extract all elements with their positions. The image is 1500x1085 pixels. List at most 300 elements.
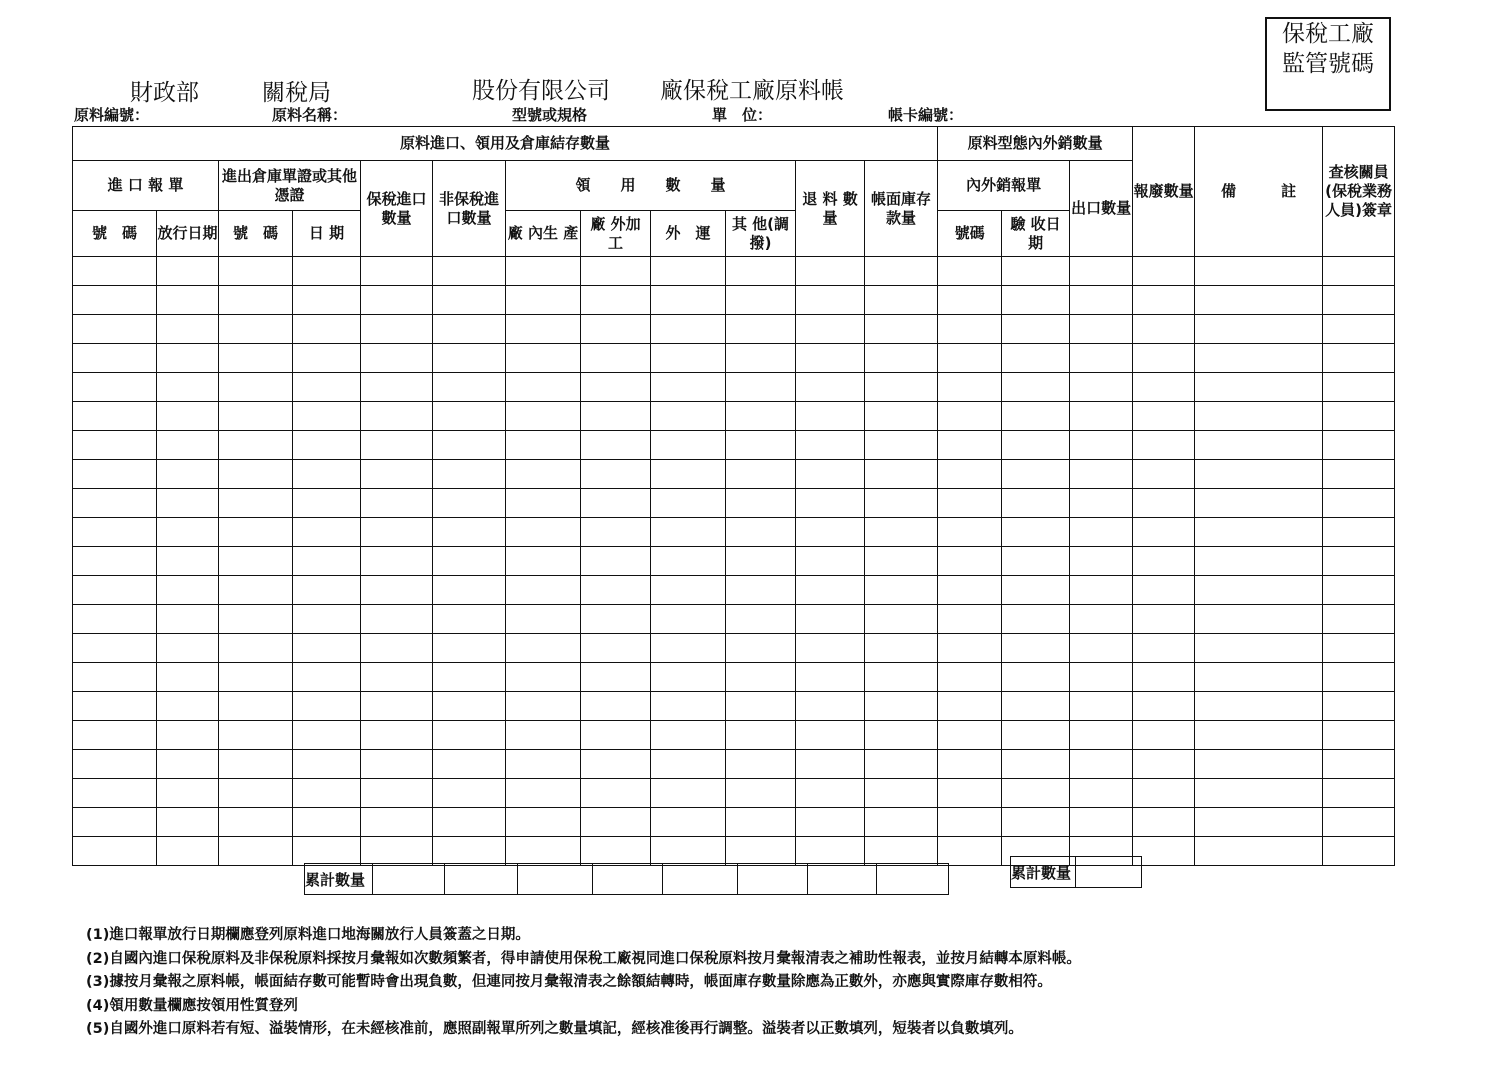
table-cell[interactable] bbox=[506, 489, 581, 518]
table-cell[interactable] bbox=[157, 779, 219, 808]
table-cell[interactable] bbox=[726, 837, 796, 866]
table-cell[interactable] bbox=[1133, 779, 1195, 808]
table-cell[interactable] bbox=[433, 779, 506, 808]
table-cell[interactable] bbox=[1133, 576, 1195, 605]
table-cell[interactable] bbox=[1002, 576, 1070, 605]
table-cell[interactable] bbox=[938, 808, 1002, 837]
table-cell[interactable] bbox=[1002, 634, 1070, 663]
table-cell[interactable] bbox=[506, 257, 581, 286]
table-cell[interactable] bbox=[361, 402, 433, 431]
table-cell[interactable] bbox=[651, 547, 726, 576]
table-cell[interactable] bbox=[581, 402, 651, 431]
table-cell[interactable] bbox=[361, 750, 433, 779]
table-cell[interactable] bbox=[938, 576, 1002, 605]
table-cell[interactable] bbox=[361, 547, 433, 576]
table-cell[interactable] bbox=[865, 315, 938, 344]
table-cell[interactable] bbox=[293, 576, 361, 605]
table-cell[interactable] bbox=[73, 663, 157, 692]
table-cell[interactable] bbox=[938, 286, 1002, 315]
totals-cell[interactable] bbox=[663, 864, 738, 895]
table-cell[interactable] bbox=[293, 257, 361, 286]
table-cell[interactable] bbox=[73, 750, 157, 779]
table-cell[interactable] bbox=[361, 663, 433, 692]
table-cell[interactable] bbox=[219, 373, 293, 402]
table-cell[interactable] bbox=[726, 460, 796, 489]
table-cell[interactable] bbox=[865, 750, 938, 779]
table-cell[interactable] bbox=[293, 344, 361, 373]
table-cell[interactable] bbox=[581, 605, 651, 634]
table-cell[interactable] bbox=[1070, 373, 1133, 402]
table-cell[interactable] bbox=[865, 431, 938, 460]
table-cell[interactable] bbox=[506, 518, 581, 547]
table-cell[interactable] bbox=[73, 373, 157, 402]
table-cell[interactable] bbox=[651, 721, 726, 750]
table-cell[interactable] bbox=[1323, 779, 1395, 808]
table-cell[interactable] bbox=[1133, 750, 1195, 779]
table-cell[interactable] bbox=[1133, 344, 1195, 373]
table-cell[interactable] bbox=[1195, 750, 1323, 779]
table-cell[interactable] bbox=[361, 286, 433, 315]
table-cell[interactable] bbox=[581, 808, 651, 837]
totals-cell[interactable] bbox=[445, 864, 518, 895]
table-cell[interactable] bbox=[1195, 373, 1323, 402]
table-cell[interactable] bbox=[796, 373, 865, 402]
table-cell[interactable] bbox=[865, 257, 938, 286]
table-cell[interactable] bbox=[361, 373, 433, 402]
table-cell[interactable] bbox=[219, 431, 293, 460]
table-cell[interactable] bbox=[938, 750, 1002, 779]
table-cell[interactable] bbox=[1195, 576, 1323, 605]
table-cell[interactable] bbox=[219, 605, 293, 634]
table-cell[interactable] bbox=[219, 344, 293, 373]
table-cell[interactable] bbox=[506, 547, 581, 576]
table-cell[interactable] bbox=[581, 315, 651, 344]
table-cell[interactable] bbox=[73, 547, 157, 576]
table-cell[interactable] bbox=[1323, 286, 1395, 315]
table-cell[interactable] bbox=[796, 576, 865, 605]
table-cell[interactable] bbox=[73, 779, 157, 808]
table-cell[interactable] bbox=[651, 518, 726, 547]
table-cell[interactable] bbox=[293, 605, 361, 634]
table-cell[interactable] bbox=[219, 315, 293, 344]
table-cell[interactable] bbox=[506, 750, 581, 779]
table-cell[interactable] bbox=[219, 286, 293, 315]
table-cell[interactable] bbox=[1002, 460, 1070, 489]
table-cell[interactable] bbox=[361, 257, 433, 286]
table-cell[interactable] bbox=[1133, 286, 1195, 315]
table-cell[interactable] bbox=[506, 373, 581, 402]
table-cell[interactable] bbox=[1070, 779, 1133, 808]
table-cell[interactable] bbox=[796, 692, 865, 721]
table-cell[interactable] bbox=[361, 779, 433, 808]
table-cell[interactable] bbox=[1070, 518, 1133, 547]
table-cell[interactable] bbox=[651, 692, 726, 721]
table-cell[interactable] bbox=[293, 402, 361, 431]
table-cell[interactable] bbox=[1133, 402, 1195, 431]
table-cell[interactable] bbox=[433, 489, 506, 518]
table-cell[interactable] bbox=[726, 779, 796, 808]
table-cell[interactable] bbox=[1195, 721, 1323, 750]
table-cell[interactable] bbox=[1133, 663, 1195, 692]
table-cell[interactable] bbox=[73, 837, 157, 866]
table-cell[interactable] bbox=[938, 460, 1002, 489]
table-cell[interactable] bbox=[219, 518, 293, 547]
table-cell[interactable] bbox=[293, 663, 361, 692]
table-cell[interactable] bbox=[865, 373, 938, 402]
table-cell[interactable] bbox=[865, 518, 938, 547]
table-cell[interactable] bbox=[796, 257, 865, 286]
table-cell[interactable] bbox=[293, 721, 361, 750]
table-cell[interactable] bbox=[796, 315, 865, 344]
table-cell[interactable] bbox=[796, 460, 865, 489]
table-cell[interactable] bbox=[506, 315, 581, 344]
table-cell[interactable] bbox=[581, 431, 651, 460]
table-cell[interactable] bbox=[581, 286, 651, 315]
table-cell[interactable] bbox=[796, 402, 865, 431]
table-cell[interactable] bbox=[1133, 547, 1195, 576]
table-cell[interactable] bbox=[219, 808, 293, 837]
table-cell[interactable] bbox=[1323, 721, 1395, 750]
table-cell[interactable] bbox=[73, 634, 157, 663]
table-cell[interactable] bbox=[651, 460, 726, 489]
table-cell[interactable] bbox=[865, 634, 938, 663]
table-cell[interactable] bbox=[1323, 692, 1395, 721]
table-cell[interactable] bbox=[581, 634, 651, 663]
table-cell[interactable] bbox=[1002, 315, 1070, 344]
table-cell[interactable] bbox=[506, 779, 581, 808]
table-cell[interactable] bbox=[157, 692, 219, 721]
table-cell[interactable] bbox=[219, 489, 293, 518]
table-cell[interactable] bbox=[361, 808, 433, 837]
table-cell[interactable] bbox=[938, 373, 1002, 402]
table-cell[interactable] bbox=[1133, 634, 1195, 663]
table-cell[interactable] bbox=[1323, 605, 1395, 634]
table-cell[interactable] bbox=[157, 373, 219, 402]
table-cell[interactable] bbox=[796, 837, 865, 866]
table-cell[interactable] bbox=[433, 373, 506, 402]
table-cell[interactable] bbox=[433, 605, 506, 634]
table-cell[interactable] bbox=[651, 402, 726, 431]
table-cell[interactable] bbox=[726, 750, 796, 779]
table-cell[interactable] bbox=[796, 750, 865, 779]
table-cell[interactable] bbox=[293, 750, 361, 779]
table-cell[interactable] bbox=[157, 286, 219, 315]
table-cell[interactable] bbox=[293, 518, 361, 547]
table-cell[interactable] bbox=[73, 605, 157, 634]
table-cell[interactable] bbox=[651, 576, 726, 605]
table-cell[interactable] bbox=[219, 779, 293, 808]
table-cell[interactable] bbox=[433, 402, 506, 431]
table-cell[interactable] bbox=[157, 576, 219, 605]
table-cell[interactable] bbox=[1002, 750, 1070, 779]
table-cell[interactable] bbox=[157, 721, 219, 750]
table-cell[interactable] bbox=[1002, 692, 1070, 721]
table-cell[interactable] bbox=[361, 692, 433, 721]
table-cell[interactable] bbox=[506, 837, 581, 866]
table-cell[interactable] bbox=[157, 257, 219, 286]
table-cell[interactable] bbox=[1195, 518, 1323, 547]
table-cell[interactable] bbox=[938, 721, 1002, 750]
table-cell[interactable] bbox=[157, 315, 219, 344]
table-cell[interactable] bbox=[219, 576, 293, 605]
table-cell[interactable] bbox=[73, 315, 157, 344]
table-cell[interactable] bbox=[157, 605, 219, 634]
table-cell[interactable] bbox=[73, 808, 157, 837]
table-cell[interactable] bbox=[157, 808, 219, 837]
table-cell[interactable] bbox=[1195, 315, 1323, 344]
table-cell[interactable] bbox=[1195, 779, 1323, 808]
table-cell[interactable] bbox=[865, 286, 938, 315]
table-cell[interactable] bbox=[581, 344, 651, 373]
table-cell[interactable] bbox=[796, 489, 865, 518]
table-cell[interactable] bbox=[1002, 779, 1070, 808]
table-cell[interactable] bbox=[157, 837, 219, 866]
table-cell[interactable] bbox=[361, 315, 433, 344]
table-cell[interactable] bbox=[1070, 547, 1133, 576]
table-cell[interactable] bbox=[651, 808, 726, 837]
table-cell[interactable] bbox=[433, 837, 506, 866]
table-cell[interactable] bbox=[433, 431, 506, 460]
totals-cell[interactable] bbox=[1076, 857, 1142, 888]
table-cell[interactable] bbox=[1323, 576, 1395, 605]
table-cell[interactable] bbox=[651, 257, 726, 286]
table-cell[interactable] bbox=[581, 837, 651, 866]
table-cell[interactable] bbox=[1133, 721, 1195, 750]
table-cell[interactable] bbox=[433, 286, 506, 315]
table-cell[interactable] bbox=[1133, 460, 1195, 489]
table-cell[interactable] bbox=[73, 489, 157, 518]
table-cell[interactable] bbox=[865, 779, 938, 808]
table-cell[interactable] bbox=[1002, 605, 1070, 634]
table-cell[interactable] bbox=[1002, 518, 1070, 547]
table-cell[interactable] bbox=[1195, 634, 1323, 663]
table-cell[interactable] bbox=[1133, 315, 1195, 344]
table-cell[interactable] bbox=[1195, 431, 1323, 460]
table-cell[interactable] bbox=[726, 344, 796, 373]
table-cell[interactable] bbox=[938, 634, 1002, 663]
table-cell[interactable] bbox=[506, 344, 581, 373]
table-cell[interactable] bbox=[157, 402, 219, 431]
table-cell[interactable] bbox=[219, 692, 293, 721]
table-cell[interactable] bbox=[1323, 460, 1395, 489]
table-cell[interactable] bbox=[293, 373, 361, 402]
table-cell[interactable] bbox=[73, 402, 157, 431]
table-cell[interactable] bbox=[1195, 547, 1323, 576]
table-cell[interactable] bbox=[73, 460, 157, 489]
table-cell[interactable] bbox=[1195, 257, 1323, 286]
table-cell[interactable] bbox=[865, 402, 938, 431]
table-cell[interactable] bbox=[1195, 344, 1323, 373]
table-cell[interactable] bbox=[361, 576, 433, 605]
table-cell[interactable] bbox=[1002, 431, 1070, 460]
table-cell[interactable] bbox=[938, 315, 1002, 344]
table-cell[interactable] bbox=[219, 547, 293, 576]
table-cell[interactable] bbox=[938, 518, 1002, 547]
table-cell[interactable] bbox=[581, 257, 651, 286]
table-cell[interactable] bbox=[726, 315, 796, 344]
table-cell[interactable] bbox=[1070, 402, 1133, 431]
table-cell[interactable] bbox=[219, 460, 293, 489]
table-cell[interactable] bbox=[796, 547, 865, 576]
table-cell[interactable] bbox=[865, 489, 938, 518]
table-cell[interactable] bbox=[433, 808, 506, 837]
table-cell[interactable] bbox=[651, 315, 726, 344]
table-cell[interactable] bbox=[796, 779, 865, 808]
table-cell[interactable] bbox=[1070, 431, 1133, 460]
table-cell[interactable] bbox=[1002, 373, 1070, 402]
table-cell[interactable] bbox=[1195, 402, 1323, 431]
table-cell[interactable] bbox=[796, 808, 865, 837]
table-cell[interactable] bbox=[219, 663, 293, 692]
table-cell[interactable] bbox=[938, 663, 1002, 692]
table-cell[interactable] bbox=[865, 460, 938, 489]
table-cell[interactable] bbox=[1323, 518, 1395, 547]
table-cell[interactable] bbox=[651, 634, 726, 663]
table-cell[interactable] bbox=[865, 576, 938, 605]
table-cell[interactable] bbox=[796, 431, 865, 460]
table-cell[interactable] bbox=[157, 547, 219, 576]
table-cell[interactable] bbox=[506, 431, 581, 460]
table-cell[interactable] bbox=[219, 634, 293, 663]
totals-cell[interactable] bbox=[373, 864, 445, 895]
table-cell[interactable] bbox=[726, 634, 796, 663]
table-cell[interactable] bbox=[433, 663, 506, 692]
table-cell[interactable] bbox=[157, 634, 219, 663]
table-cell[interactable] bbox=[73, 692, 157, 721]
table-cell[interactable] bbox=[1195, 663, 1323, 692]
table-cell[interactable] bbox=[73, 576, 157, 605]
table-cell[interactable] bbox=[1070, 750, 1133, 779]
table-cell[interactable] bbox=[651, 779, 726, 808]
table-cell[interactable] bbox=[726, 431, 796, 460]
table-cell[interactable] bbox=[865, 344, 938, 373]
table-cell[interactable] bbox=[433, 344, 506, 373]
table-cell[interactable] bbox=[938, 344, 1002, 373]
table-cell[interactable] bbox=[1323, 402, 1395, 431]
table-cell[interactable] bbox=[726, 489, 796, 518]
table-cell[interactable] bbox=[938, 547, 1002, 576]
table-cell[interactable] bbox=[433, 315, 506, 344]
table-cell[interactable] bbox=[73, 721, 157, 750]
table-cell[interactable] bbox=[219, 402, 293, 431]
table-cell[interactable] bbox=[433, 257, 506, 286]
table-cell[interactable] bbox=[361, 460, 433, 489]
table-cell[interactable] bbox=[1323, 257, 1395, 286]
table-cell[interactable] bbox=[1323, 344, 1395, 373]
table-cell[interactable] bbox=[1002, 547, 1070, 576]
table-cell[interactable] bbox=[1323, 837, 1395, 866]
table-cell[interactable] bbox=[506, 286, 581, 315]
table-cell[interactable] bbox=[506, 692, 581, 721]
table-cell[interactable] bbox=[1133, 808, 1195, 837]
table-cell[interactable] bbox=[157, 344, 219, 373]
table-cell[interactable] bbox=[506, 402, 581, 431]
table-cell[interactable] bbox=[157, 518, 219, 547]
table-cell[interactable] bbox=[1002, 344, 1070, 373]
table-cell[interactable] bbox=[1323, 634, 1395, 663]
table-cell[interactable] bbox=[219, 750, 293, 779]
table-cell[interactable] bbox=[651, 489, 726, 518]
table-cell[interactable] bbox=[726, 402, 796, 431]
table-cell[interactable] bbox=[796, 344, 865, 373]
table-cell[interactable] bbox=[506, 808, 581, 837]
totals-cell[interactable] bbox=[877, 864, 949, 895]
table-cell[interactable] bbox=[726, 808, 796, 837]
table-cell[interactable] bbox=[1133, 431, 1195, 460]
table-cell[interactable] bbox=[157, 663, 219, 692]
table-cell[interactable] bbox=[865, 692, 938, 721]
table-cell[interactable] bbox=[581, 721, 651, 750]
table-cell[interactable] bbox=[651, 605, 726, 634]
table-cell[interactable] bbox=[581, 663, 651, 692]
table-cell[interactable] bbox=[361, 489, 433, 518]
table-cell[interactable] bbox=[1133, 489, 1195, 518]
table-cell[interactable] bbox=[1070, 692, 1133, 721]
table-cell[interactable] bbox=[433, 721, 506, 750]
table-cell[interactable] bbox=[726, 576, 796, 605]
table-cell[interactable] bbox=[726, 721, 796, 750]
table-cell[interactable] bbox=[651, 344, 726, 373]
table-cell[interactable] bbox=[293, 489, 361, 518]
table-cell[interactable] bbox=[651, 837, 726, 866]
table-cell[interactable] bbox=[219, 257, 293, 286]
table-cell[interactable] bbox=[361, 344, 433, 373]
table-cell[interactable] bbox=[1002, 721, 1070, 750]
table-cell[interactable] bbox=[73, 257, 157, 286]
table-cell[interactable] bbox=[1323, 750, 1395, 779]
table-cell[interactable] bbox=[651, 750, 726, 779]
table-cell[interactable] bbox=[726, 286, 796, 315]
table-cell[interactable] bbox=[1323, 431, 1395, 460]
table-cell[interactable] bbox=[651, 431, 726, 460]
table-cell[interactable] bbox=[726, 663, 796, 692]
table-cell[interactable] bbox=[1323, 373, 1395, 402]
table-cell[interactable] bbox=[506, 605, 581, 634]
table-cell[interactable] bbox=[726, 257, 796, 286]
table-cell[interactable] bbox=[1133, 373, 1195, 402]
table-cell[interactable] bbox=[293, 837, 361, 866]
table-cell[interactable] bbox=[293, 315, 361, 344]
table-cell[interactable] bbox=[938, 692, 1002, 721]
table-cell[interactable] bbox=[1002, 257, 1070, 286]
table-cell[interactable] bbox=[1070, 315, 1133, 344]
table-cell[interactable] bbox=[293, 286, 361, 315]
table-cell[interactable] bbox=[938, 402, 1002, 431]
table-cell[interactable] bbox=[581, 692, 651, 721]
table-cell[interactable] bbox=[1133, 257, 1195, 286]
table-cell[interactable] bbox=[581, 489, 651, 518]
table-cell[interactable] bbox=[726, 605, 796, 634]
table-cell[interactable] bbox=[651, 663, 726, 692]
table-cell[interactable] bbox=[433, 460, 506, 489]
table-cell[interactable] bbox=[865, 721, 938, 750]
table-cell[interactable] bbox=[581, 518, 651, 547]
table-cell[interactable] bbox=[1323, 808, 1395, 837]
totals-cell[interactable] bbox=[738, 864, 808, 895]
table-cell[interactable] bbox=[865, 547, 938, 576]
table-cell[interactable] bbox=[581, 750, 651, 779]
table-cell[interactable] bbox=[157, 431, 219, 460]
table-cell[interactable] bbox=[1070, 286, 1133, 315]
table-cell[interactable] bbox=[1195, 808, 1323, 837]
table-cell[interactable] bbox=[1070, 808, 1133, 837]
table-cell[interactable] bbox=[293, 779, 361, 808]
table-cell[interactable] bbox=[1070, 576, 1133, 605]
totals-cell[interactable] bbox=[518, 864, 593, 895]
table-cell[interactable] bbox=[1195, 605, 1323, 634]
table-cell[interactable] bbox=[73, 518, 157, 547]
table-cell[interactable] bbox=[293, 692, 361, 721]
